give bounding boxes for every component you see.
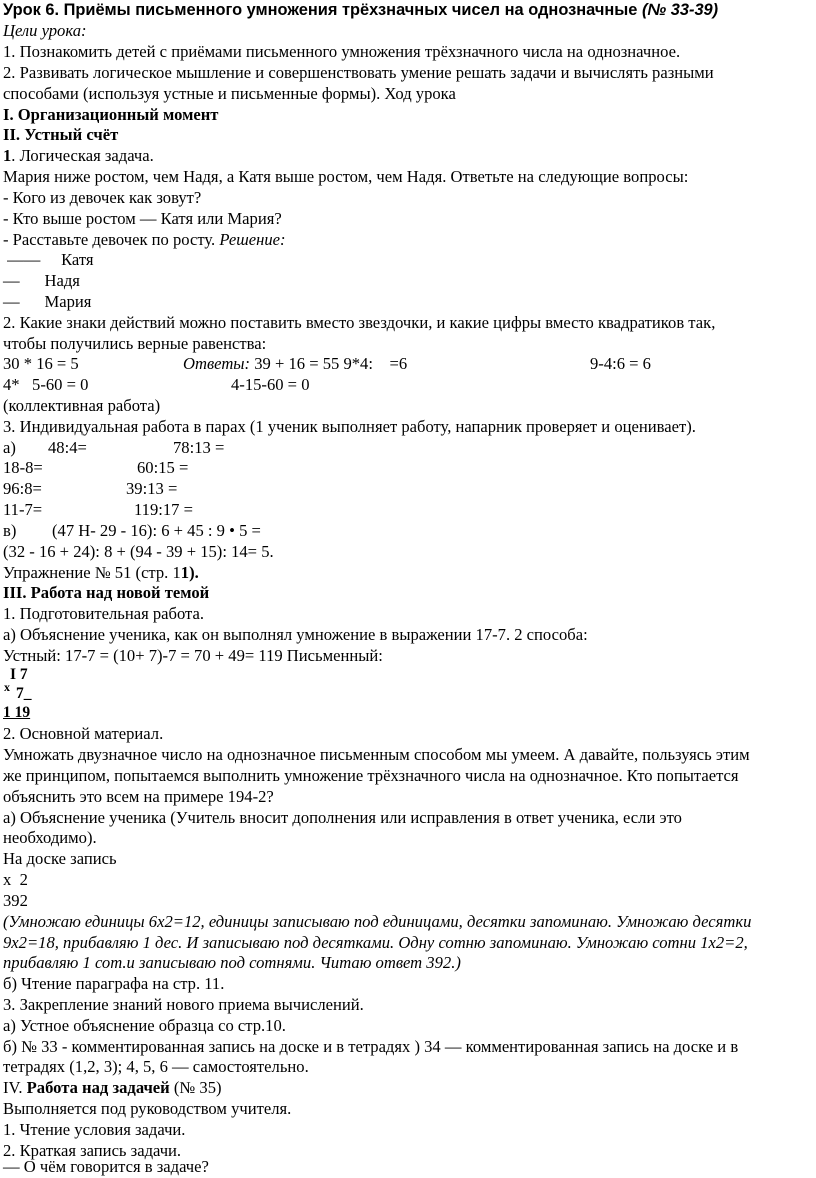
explanation-a: а) Объяснение ученика, как он выполнял умножение в выражении 17-7. 2 способа: bbox=[3, 625, 588, 644]
task-3: 3. Индивидуальная работа в парах (1 ученик выполняет работу, напарник проверяет и оценивает). bbox=[3, 417, 696, 436]
italic-line-3: прибавляю 1 сот.и записываю под сотнями. Читаю ответ 392.) bbox=[3, 953, 461, 972]
explanation-2-line-2: необходимо). bbox=[3, 828, 97, 847]
italic-line-1: (Умножаю единицы 6x2=12, единицы записываю под единицами, десятки запоминаю. Умножаю десятки bbox=[3, 912, 752, 931]
calc-r1b: 78:13 = bbox=[173, 438, 225, 457]
oral-explanation: а) Устное объяснение образца со стр.10. bbox=[3, 1016, 286, 1035]
title-text: Урок 6. Приёмы письменного умножения трёхзначных чисел на однозначные bbox=[3, 1, 642, 19]
goal-1: 1. Познакомить детей с приёмами письменного умножения трёхзначного числа на однозначное. bbox=[3, 42, 681, 61]
column-b-label: в) bbox=[3, 521, 17, 540]
exercise-text: Упражнение № 51 (стр. 1 bbox=[3, 563, 181, 582]
goals-heading: Цели урока: bbox=[3, 21, 87, 40]
expression-1: (47 Н- 29 - 16): 6 + 45 : 9 • 5 = bbox=[52, 521, 261, 540]
section-4-heading bbox=[3, 1078, 222, 1098]
main-para-3: объяснить это всем на примере 194-2? bbox=[3, 787, 274, 806]
collective-work: (коллективная работа) bbox=[3, 396, 161, 415]
calc-r2a: 18-8= bbox=[3, 458, 43, 477]
main-para-1: Умножать двузначное число на однозначное письменным способом мы умеем. А давайте, пользуясь этим bbox=[3, 745, 750, 764]
prep-work: 1. Подготовительная работа. bbox=[3, 604, 204, 623]
goal-2-line-1: 2. Развивать логическое мышление и совершенствовать умение решать задачи и вычислять разными bbox=[3, 63, 714, 82]
guided-note: Выполняется под руководством учителя. bbox=[3, 1099, 292, 1118]
section-4-ref: (№ 35) bbox=[169, 1078, 222, 1097]
question-2: - Кто выше ростом — Катя или Мария? bbox=[3, 209, 282, 228]
goal-2-line-2: способами (используя устные и письменные формы). Ход урока bbox=[3, 84, 456, 103]
expression-2: (32 - 16 + 24): 8 + (94 - 39 + 15): 14= 5. bbox=[3, 542, 274, 561]
section-3-heading: III. Работа над новой темой bbox=[3, 583, 210, 602]
consolidation: 3. Закрепление знаний нового приема вычислений. bbox=[3, 995, 364, 1014]
section-2-heading: II. Устный счёт bbox=[3, 125, 119, 144]
main-para-2: же принципом, попытаемся выполнить умножение трёхзначного числа на однозначное. Кто попытается bbox=[3, 766, 739, 785]
answers bbox=[183, 354, 407, 374]
task-1-number: 1 bbox=[3, 146, 12, 165]
title-ref: (№ 33-39) bbox=[641, 1, 719, 19]
solution-line-1: —— Катя bbox=[3, 250, 94, 269]
answers-text: 39 + 16 = 55 9*4: =6 bbox=[250, 354, 408, 373]
question-3 bbox=[3, 230, 286, 250]
commented-line-1: б) № 33 - комментированная запись на доске и в тетрадях ) 34 — комментированная запись на доске и в bbox=[3, 1037, 739, 1056]
section-4-title: Работа над задачей bbox=[26, 1078, 170, 1097]
column-a-label: а) bbox=[3, 438, 16, 457]
task-1-condition: Мария ниже ростом, чем Надя, а Катя выше ростом, чем Надя. Ответьте на следующие вопросы: bbox=[3, 167, 689, 186]
exercise-bold: 1). bbox=[180, 563, 199, 582]
solution-label: Решение: bbox=[219, 230, 286, 249]
read-paragraph: б) Чтение параграфа на стр. 11. bbox=[3, 974, 225, 993]
calc-r4a: 11-7= bbox=[3, 500, 43, 519]
solution-line-2: — Надя bbox=[3, 271, 80, 290]
board-multiplier: x 2 bbox=[3, 870, 28, 889]
calc-r3b: 39:13 = bbox=[126, 479, 178, 498]
equation-3: 4* 5-60 = 0 bbox=[3, 375, 89, 394]
board-record: На доске запись bbox=[3, 849, 117, 868]
commented-line-2: тетрадях (1,2, 3); 4, 5, 6 — самостоятельно. bbox=[3, 1057, 309, 1076]
oral-method: Устный: 17-7 = (10+ 7)-7 = 70 + 49= 119 Письменный: bbox=[3, 646, 383, 665]
task-2-line-2: чтобы получились верные равенства: bbox=[3, 334, 267, 353]
solution-line-3: — Мария bbox=[3, 292, 92, 311]
calc-r1a: 48:4= bbox=[48, 438, 87, 457]
column-multiply-sign: x bbox=[4, 680, 10, 694]
equation-2: 9-4:6 = 6 bbox=[590, 354, 651, 373]
section-1-heading: I. Организационный момент bbox=[3, 105, 219, 124]
about-question: — О чём говорится в задаче? bbox=[3, 1157, 209, 1176]
question-3-text: - Расставьте девочек по росту. bbox=[3, 230, 220, 249]
board-result: 392 bbox=[3, 891, 28, 910]
read-condition: 1. Чтение условия задачи. bbox=[3, 1120, 186, 1139]
main-material: 2. Основной материал. bbox=[3, 724, 164, 743]
calc-r2b: 60:15 = bbox=[137, 458, 189, 477]
explanation-2-line-1: а) Объяснение ученика (Учитель вносит дополнения или исправления в ответ ученика, если это bbox=[3, 808, 682, 827]
exercise bbox=[3, 563, 199, 583]
calc-r4b: 119:17 = bbox=[134, 500, 193, 519]
lesson-title bbox=[3, 0, 718, 20]
question-1: - Кого из девочек как зовут? bbox=[3, 188, 202, 207]
column-multiplier: 7_ bbox=[16, 685, 32, 702]
equation-1: 30 * 16 = 5 bbox=[3, 354, 79, 373]
section-4-number: IV. bbox=[3, 1078, 27, 1097]
calc-r3a: 96:8= bbox=[3, 479, 42, 498]
equation-4: 4-15-60 = 0 bbox=[231, 375, 310, 394]
task-1-text: . Логическая задача. bbox=[11, 146, 154, 165]
answers-label: Ответы: bbox=[183, 354, 251, 373]
short-record: 2. Краткая запись задачи. bbox=[3, 1141, 182, 1160]
column-top: I 7 bbox=[10, 666, 28, 683]
task-1-heading bbox=[3, 146, 154, 166]
task-2-line-1: 2. Какие знаки действий можно поставить вместо звездочки, и какие цифры вместо квадратиков так, bbox=[3, 313, 716, 332]
column-result: 1 19 bbox=[3, 704, 31, 721]
italic-line-2: 9x2=18, прибавляю 1 дес. И записываю под десятками. Одну сотню запоминаю. Умножаю сотни 1x2=2, bbox=[3, 933, 748, 952]
